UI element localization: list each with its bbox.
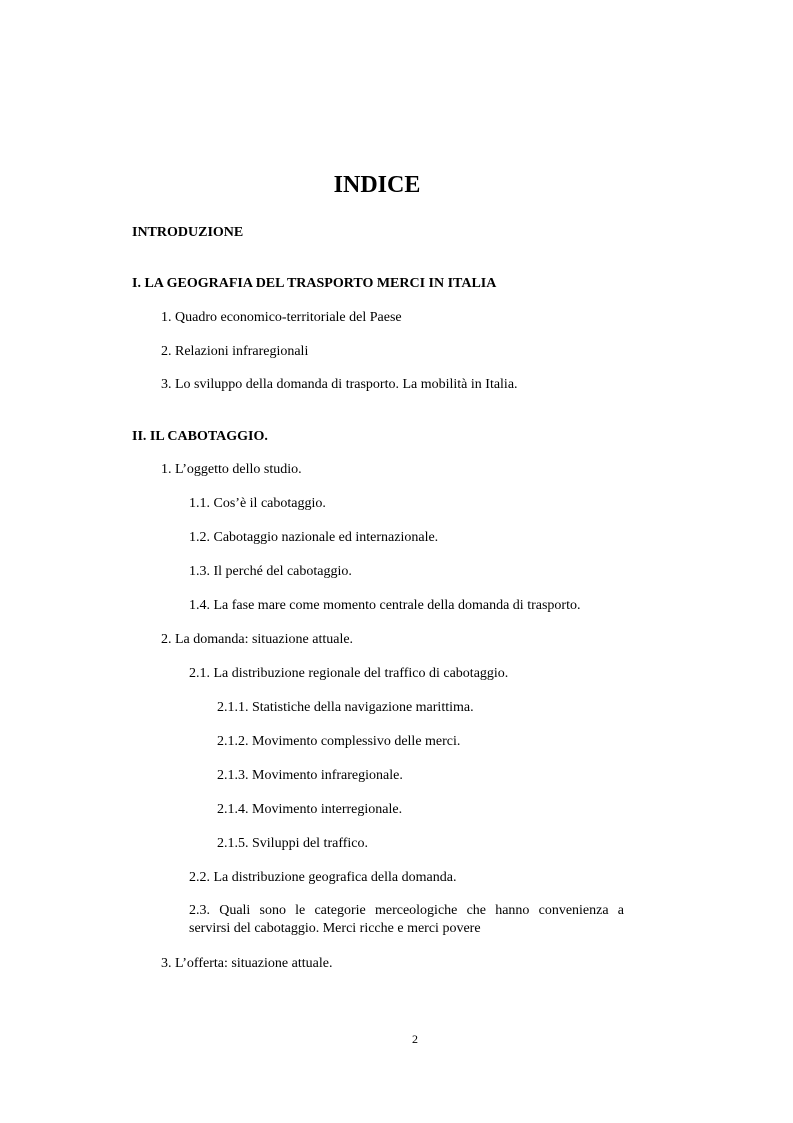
toc-subsection-2-1: 2.1. La distribuzione regionale del traffico di cabotaggio. <box>189 666 509 681</box>
toc-subsection-2-2: 2.2. La distribuzione geografica della domanda. <box>189 870 457 885</box>
toc-subsubsection-2-1-5: 2.1.5. Sviluppi del traffico. <box>217 836 368 851</box>
toc-subsubsection-2-1-1: 2.1.1. Statistiche della navigazione marittima. <box>217 700 474 715</box>
page-number: 2 <box>412 1032 418 1046</box>
toc-subsubsection-2-1-3: 2.1.3. Movimento infraregionale. <box>217 768 403 783</box>
toc-section-2-2: 2. La domanda: situazione attuale. <box>161 632 354 647</box>
toc-section-2-1: 1. L’oggetto dello studio. <box>161 462 302 477</box>
toc-introduction: INTRODUZIONE <box>132 225 244 240</box>
toc-subsection-2-3 <box>189 902 624 938</box>
page-title: INDICE <box>333 172 421 198</box>
toc-subsubsection-2-1-4: 2.1.4. Movimento interregionale. <box>217 802 403 817</box>
toc-subsection-1-3: 1.3. Il perché del cabotaggio. <box>189 564 352 579</box>
toc-chapter-2-heading: II. IL CABOTAGGIO. <box>132 429 268 444</box>
toc-item-1-3: 3. Lo sviluppo della domanda di trasporto. La mobilità in Italia. <box>161 377 518 392</box>
toc-subsubsection-2-1-2: 2.1.2. Movimento complessivo delle merci. <box>217 734 461 749</box>
toc-subsection-2-3-line-1: 2.3. Quali sono le categorie merceologiche che hanno convenienza a <box>189 903 624 918</box>
toc-subsection-2-3-line-2: servirsi del cabotaggio. Merci ricche e merci povere <box>189 921 481 936</box>
toc-subsection-1-4: 1.4. La fase mare come momento centrale della domanda di trasporto. <box>189 598 581 613</box>
toc-section-2-3: 3. L’offerta: situazione attuale. <box>161 956 333 971</box>
toc-item-1-1: 1. Quadro economico-territoriale del Paese <box>161 310 402 325</box>
toc-subsection-1-1: 1.1. Cos’è il cabotaggio. <box>189 496 326 511</box>
toc-chapter-1-heading: I. LA GEOGRAFIA DEL TRASPORTO MERCI IN ITALIA <box>132 276 497 291</box>
toc-item-1-2: 2. Relazioni infraregionali <box>161 344 309 359</box>
toc-subsection-1-2: 1.2. Cabotaggio nazionale ed internazionale. <box>189 530 439 545</box>
